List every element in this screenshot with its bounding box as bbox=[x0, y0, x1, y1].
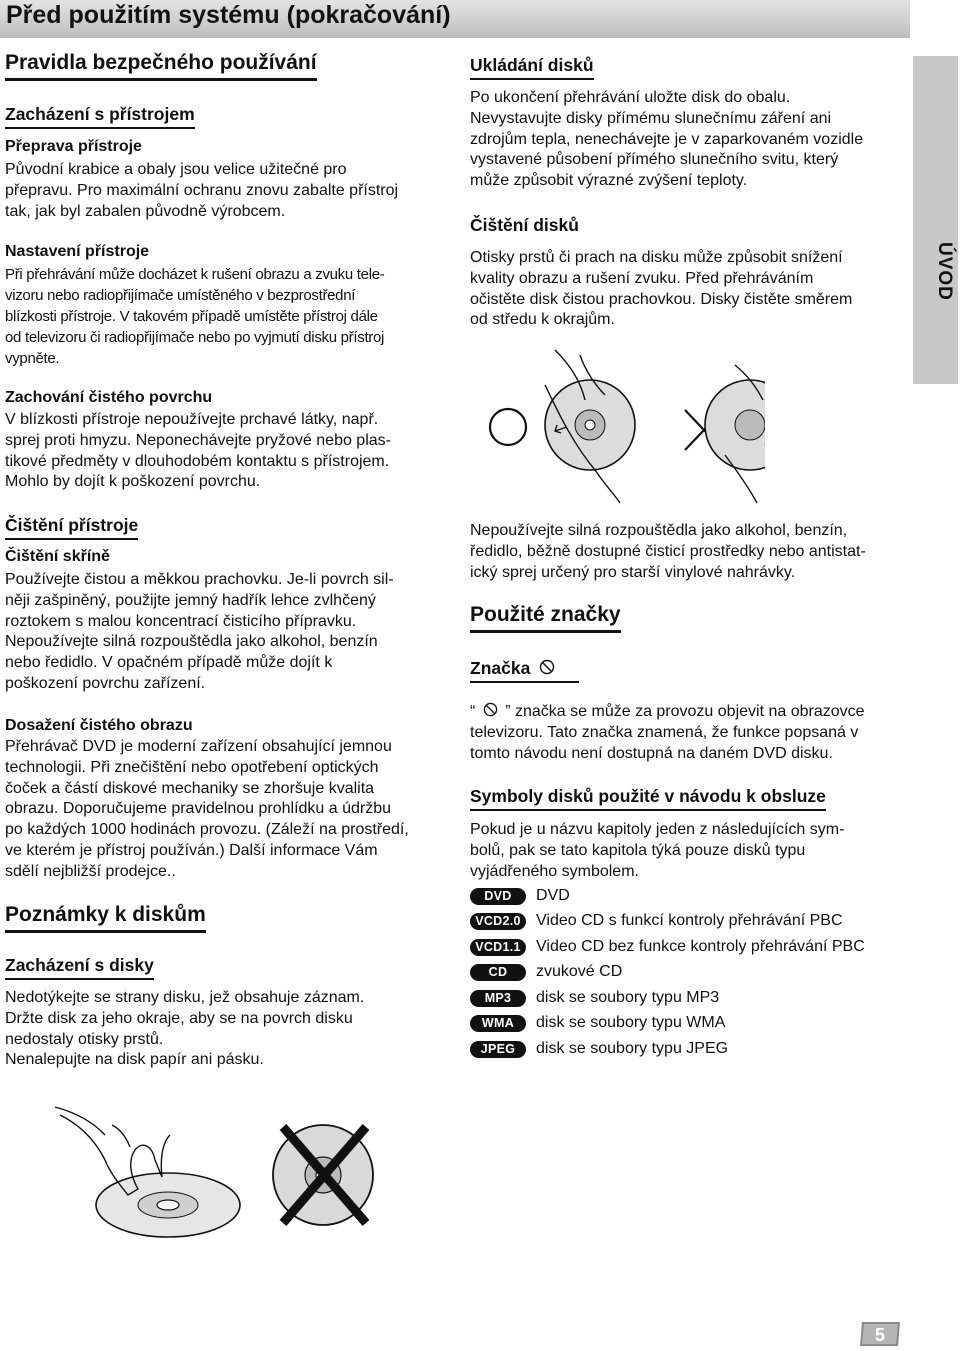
mark-title-wrap bbox=[470, 658, 579, 683]
prohibited-sign-icon bbox=[539, 659, 555, 675]
setup-title: Nastavení přístroje bbox=[5, 243, 150, 260]
text-line: něji zašpiněný, použijte jemný hadřík lehce zvlhčený bbox=[5, 591, 376, 609]
storage-title: Ukládání disků bbox=[470, 55, 594, 80]
symbol-row-vcd11 bbox=[470, 937, 865, 957]
vcd20-badge-icon: VCD2.0 bbox=[470, 913, 526, 930]
symbols-text bbox=[470, 820, 915, 882]
text-line: kvality obrazu a rušení zvuku. Před přehráváním bbox=[470, 269, 814, 287]
text-line: tak, jak byl zabalen původně výrobcem. bbox=[5, 202, 286, 220]
text-line: Nepoužívejte silná rozpouštědla jako alkohol, benzín bbox=[5, 633, 378, 651]
text-line: sprej proti hmyzu. Neponechávejte pryžové nebo plas- bbox=[5, 431, 391, 449]
marks-heading bbox=[470, 603, 621, 633]
text-line: Po ukončení přehrávání uložte disk do obalu. bbox=[470, 89, 791, 106]
text-line: od televizoru či radiopřijímače nebo po vyjmutí disku přístroj bbox=[5, 329, 385, 346]
text-line: po každých 1000 hodinách provozu. (Záleží na prostředí, bbox=[5, 821, 409, 839]
text-line: přepravu. Pro maximální ochranu znovu zabalte přístroj bbox=[5, 181, 399, 199]
text-line: vizoru nebo radiopřijímače umístěného v bezprostřední bbox=[5, 287, 356, 304]
picture-title: Dosažení čistého obrazu bbox=[5, 717, 193, 734]
text-line: Otisky prstů či prach na disku může způsobit snížení bbox=[470, 249, 843, 266]
text-line: Pokud je u názvu kapitoly jeden z následujících sym- bbox=[470, 821, 845, 838]
circle-ok-icon bbox=[490, 409, 526, 445]
disc-handling-heading bbox=[5, 955, 154, 980]
disc-cleaning-illustration bbox=[485, 345, 765, 505]
quote-open: “ bbox=[470, 703, 476, 720]
symbol-desc: Video CD s funkcí kontroly přehrávání PBC bbox=[536, 912, 843, 929]
disc-cleaning-text bbox=[470, 248, 910, 331]
text-line: Při přehrávání může docházet k rušení obrazu a zvuku tele- bbox=[5, 266, 385, 283]
text-line: může způsobit výrazné zvýšení teploty. bbox=[470, 172, 748, 190]
cd-badge-icon: CD bbox=[470, 964, 526, 981]
text-line: vyjádřeného symbolem. bbox=[470, 862, 639, 880]
mark-heading bbox=[470, 658, 579, 683]
handling-title: Zacházení s přístrojem bbox=[5, 104, 195, 129]
text-line: vystavené působení přímého slunečního svitu, který bbox=[470, 151, 839, 169]
symbol-row-dvd bbox=[470, 886, 570, 906]
cabinet-title: Čištění skříně bbox=[5, 548, 110, 565]
disc-handling-text bbox=[5, 988, 445, 1071]
symbol-row-vcd20 bbox=[470, 911, 843, 931]
cabinet-text bbox=[5, 570, 445, 695]
text-line: technologii. Při znečištění nebo opotřebení optických bbox=[5, 758, 379, 776]
text-line: televizoru. Tato značka znamená, že funkce popsaná v bbox=[470, 723, 859, 741]
page-title: Před použitím systému (pokračování) bbox=[6, 1, 451, 29]
symbol-desc: Video CD bez funkce kontroly přehrávání PBC bbox=[536, 938, 865, 955]
page-number-badge bbox=[856, 1320, 904, 1348]
text-line: zdrojům tepla, nenechávejte je v zaparkovaném vozidle bbox=[470, 130, 864, 148]
text-line: Nenalepujte na disk papír ani pásku. bbox=[5, 1051, 264, 1069]
text-line: blízkosti přístroje. V takovém případě umístěte přístroj dále bbox=[5, 308, 378, 325]
symbol-row-jpeg bbox=[470, 1039, 728, 1059]
text-line: V blízkosti přístroje nepoužívejte prchavé látky, např. bbox=[5, 411, 379, 428]
text-line: vypněte. bbox=[5, 350, 60, 367]
section-side-tab bbox=[913, 56, 958, 384]
text-line: poškození povrchu zařízení. bbox=[5, 674, 206, 692]
text-line: Původní krabice a obaly jsou velice užitečné pro bbox=[5, 161, 347, 178]
text-line: Mohlo by dojít k poškození povrchu. bbox=[5, 473, 261, 491]
text-line: Nedotýkejte se strany disku, jež obsahuje záznam. bbox=[5, 989, 365, 1006]
safety-heading bbox=[5, 51, 317, 81]
discs-heading bbox=[5, 903, 206, 933]
symbol-desc: disk se soubory typu JPEG bbox=[536, 1040, 729, 1057]
safety-title: Pravidla bezpečného používání bbox=[5, 51, 317, 81]
text-line: Držte disk za jeho okraje, aby se na povrch disku bbox=[5, 1009, 353, 1027]
mark-line-1-rest: ” značka se může za provozu objevit na obrazovce bbox=[505, 703, 865, 720]
text-line: tikové předměty v dlouhodobém kontaktu s přístrojem. bbox=[5, 452, 390, 470]
discs-title: Poznámky k diskům bbox=[5, 903, 206, 933]
text-line: sdělí nejbližší prodejce.. bbox=[5, 862, 176, 880]
marks-title: Použité značky bbox=[470, 603, 621, 633]
prohibited-sign-icon bbox=[483, 702, 498, 717]
text-line: ředidlo, běžně dostupné čisticí prostředky nebo antistat- bbox=[470, 542, 866, 560]
transport-text bbox=[5, 160, 445, 222]
surface-text bbox=[5, 410, 445, 493]
storage-text bbox=[470, 88, 910, 192]
symbol-row-wma bbox=[470, 1013, 725, 1033]
symbol-row-cd bbox=[470, 962, 622, 982]
text-line: nedostaly otisky prstů. bbox=[5, 1030, 164, 1048]
dvd-badge-icon: DVD bbox=[470, 888, 526, 905]
picture-text bbox=[5, 737, 445, 883]
text-line: Nepoužívejte silná rozpouštědla jako alkohol, benzín, bbox=[470, 522, 848, 539]
disc-cleaning-heading bbox=[470, 215, 579, 238]
mark-title: Značka bbox=[470, 658, 531, 678]
storage-heading bbox=[470, 55, 594, 80]
cleaning-heading bbox=[5, 515, 138, 540]
disc-handling-title: Zacházení s disky bbox=[5, 955, 154, 980]
jpeg-badge-icon: JPEG bbox=[470, 1041, 526, 1058]
cleaning-title: Čištění přístroje bbox=[5, 515, 138, 540]
wma-badge-icon: WMA bbox=[470, 1015, 526, 1032]
vcd11-badge-icon: VCD1.1 bbox=[470, 939, 526, 956]
side-tab-label: ÚVOD bbox=[934, 242, 955, 301]
text-line: roztokem s malou koncentrací čisticího přípravku. bbox=[5, 612, 357, 630]
text-line: čoček a částí diskové mechaniky se zhoršuje kvalita bbox=[5, 779, 375, 797]
disc-cleaning-title: Čištění disků bbox=[470, 215, 579, 235]
text-line: Používejte čistou a měkkou prachovku. Je-li povrch sil- bbox=[5, 571, 394, 588]
solvents-text bbox=[470, 521, 910, 583]
text-line: ický sprej určený pro starší vinylové nahrávky. bbox=[470, 563, 796, 581]
text-line: Nevystavujte disky přímému slunečnímu záření ani bbox=[470, 109, 832, 127]
symbol-desc: DVD bbox=[536, 887, 570, 904]
text-line: obrazu. Doporučujeme pravidelnou prohlídku a údržbu bbox=[5, 800, 392, 818]
text-line: od středu k okrajům. bbox=[470, 311, 615, 329]
text-line: ve kterém je přístroj používán.) Další informace Vám bbox=[5, 841, 378, 859]
mp3-badge-icon: MP3 bbox=[470, 990, 526, 1007]
prohibited-disc-touch-illustration bbox=[268, 1115, 378, 1235]
text-line: tomto návodu není dostupná na daném DVD disku. bbox=[470, 744, 833, 762]
setup-text bbox=[5, 264, 445, 369]
symbols-heading bbox=[470, 786, 826, 811]
symbol-desc: zvukové CD bbox=[536, 963, 623, 980]
surface-title: Zachování čistého povrchu bbox=[5, 389, 213, 406]
hand-holding-disc-illustration bbox=[50, 1105, 250, 1245]
text-line: Přehrávač DVD je moderní zařízení obsahující jemnou bbox=[5, 738, 392, 755]
transport-title: Přeprava přístroje bbox=[5, 138, 142, 155]
symbol-desc: disk se soubory typu MP3 bbox=[536, 989, 720, 1006]
mark-line-1 bbox=[470, 702, 915, 723]
symbol-desc: disk se soubory typu WMA bbox=[536, 1014, 726, 1031]
text-line: nebo ředidlo. V opačném případě může dojít k bbox=[5, 654, 333, 672]
text-line: očistěte disk čistou prachovkou. Disky čistěte směrem bbox=[470, 290, 853, 308]
text-line: bolů, pak se tato kapitola týká pouze disků typu bbox=[470, 841, 806, 859]
handling-heading bbox=[5, 104, 195, 129]
mark-text bbox=[470, 702, 915, 764]
symbols-title: Symboly disků použité v návodu k obsluze bbox=[470, 786, 826, 811]
symbol-row-mp3 bbox=[470, 988, 719, 1008]
page-number: 5 bbox=[874, 1325, 886, 1345]
